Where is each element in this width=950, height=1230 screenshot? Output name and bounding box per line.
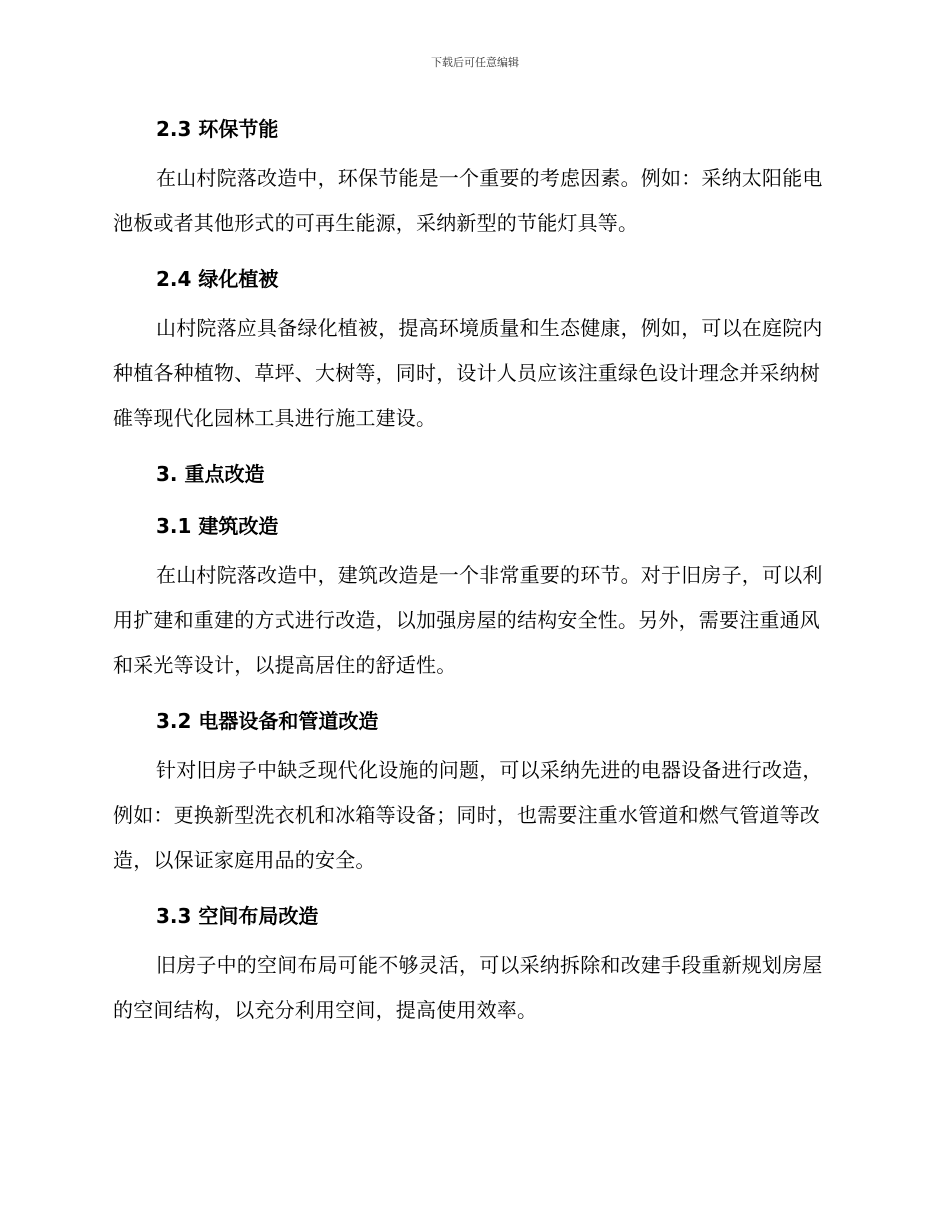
section-heading-3: 3. 重点改造 xyxy=(156,462,265,486)
section-paragraph-3-3: 旧房子中的空间布局可能不够灵活，可以采纳拆除和改建手段重新规划房屋的空间结构，以充分利用空间，提高使用效率。 xyxy=(113,953,823,1022)
document-body xyxy=(113,110,831,1033)
section-heading-2-3: 2.3 环保节能 xyxy=(156,117,279,141)
section-paragraph-2-4: 山村院落应具备绿化植被，提高环境质量和生态健康，例如，可以在庭院内种植各种植物、草坪、大树等，同时，设计人员应该注重绿色设计理念并采纳树碓等现代化园林工具进行施工建设。 xyxy=(113,316,823,430)
section-heading-2-4: 2.4 绿化植被 xyxy=(156,267,279,291)
section-paragraph-3-1: 在山村院落改造中，建筑改造是一个非常重要的环节。对于旧房子，可以利用扩建和重建的方式进行改造，以加强房屋的结构安全性。另外，需要注重通风和采光等设计，以提高居住的舒适性。 xyxy=(113,563,823,677)
page-header-note: 下载后可任意编辑 xyxy=(431,56,519,69)
section-heading-3-1: 3.1 建筑改造 xyxy=(156,514,279,538)
section-heading-3-2: 3.2 电器设备和管道改造 xyxy=(156,709,379,733)
section-heading-3-3: 3.3 空间布局改造 xyxy=(156,904,319,928)
section-paragraph-3-2: 针对旧房子中缺乏现代化设施的问题，可以采纳先进的电器设备进行改造，例如：更换新型洗衣机和冰箱等设备；同时，也需要注重水管道和燃气管道等改造，以保证家庭用品的安全。 xyxy=(113,758,823,872)
section-paragraph-2-3: 在山村院落改造中，环保节能是一个重要的考虑因素。例如：采纳太阳能电池板或者其他形式的可再生能源，采纳新型的节能灯具等。 xyxy=(113,166,823,235)
